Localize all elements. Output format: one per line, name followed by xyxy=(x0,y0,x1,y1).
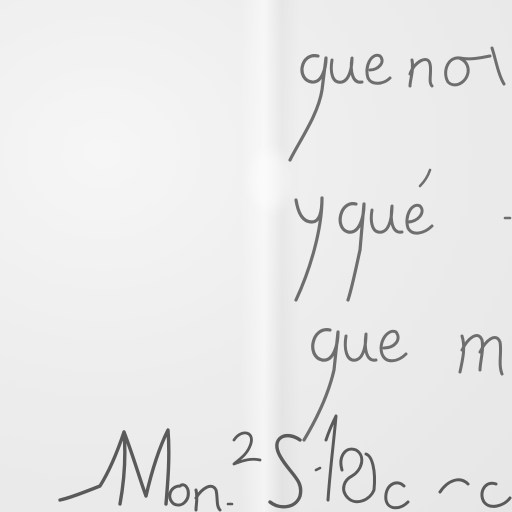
handwriting-line-4 xyxy=(60,416,510,510)
handwriting-line-2 xyxy=(296,170,510,300)
handwriting-line-1 xyxy=(290,48,504,160)
